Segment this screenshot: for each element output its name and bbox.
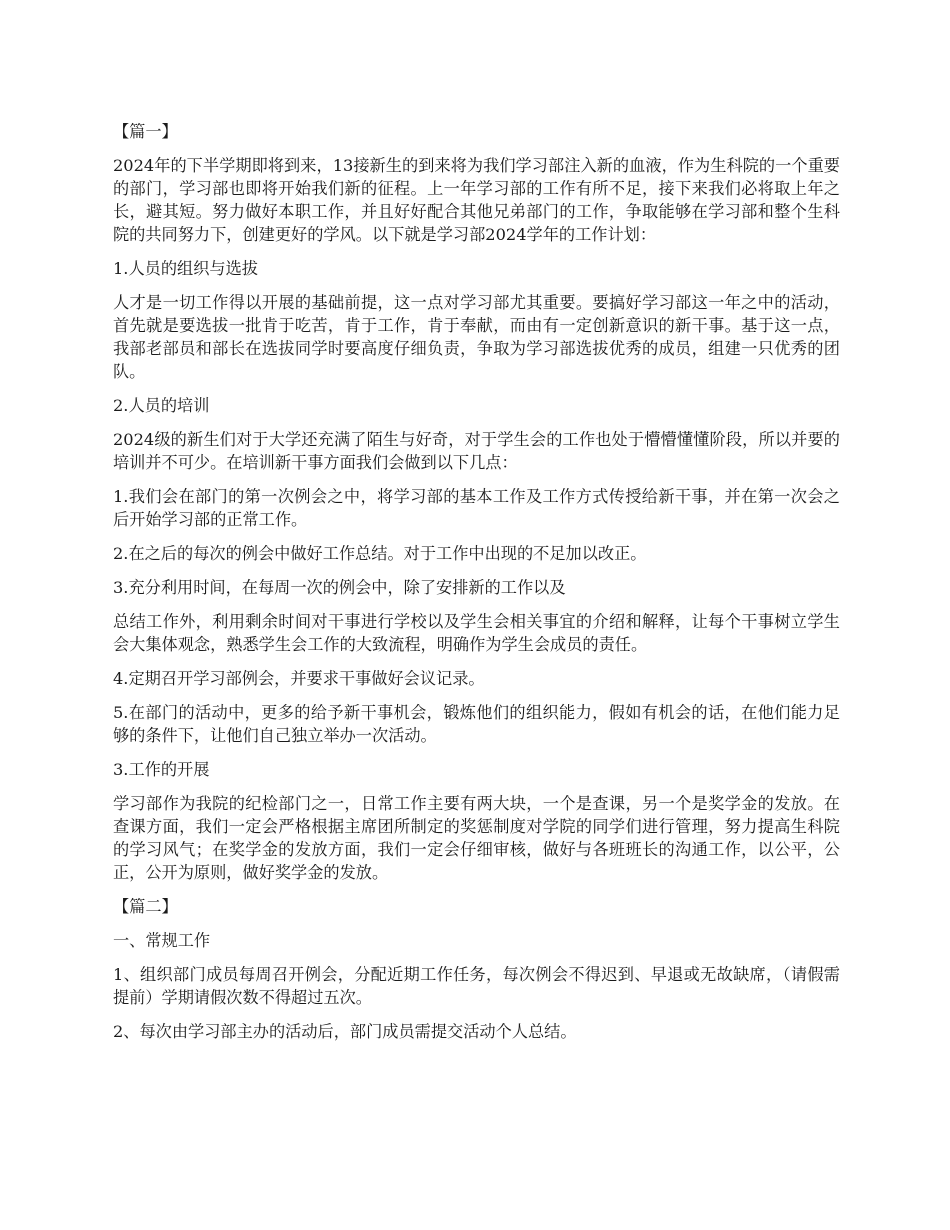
- training-item-4: 4.定期召开学习部例会，并要求干事做好会议记录。: [113, 669, 485, 688]
- subheading-staff-selection: 1.人员的组织与选拔: [113, 259, 258, 278]
- section-heading-1: 【篇一】: [113, 122, 178, 141]
- routine-item-1: 1、组织部门成员每周召开例会，分配近期工作任务，每次例会不得迟到、早退或无故缺席，（请假需提前）学期请假次数不得超过五次。: [113, 965, 840, 1007]
- subheading-staff-training: 2.人员的培训: [113, 396, 210, 415]
- training-item-5: 5.在部门的活动中，更多的给予新干事机会，锻炼他们的组织能力，假如有机会的话，在他们能力足够的条件下，让他们自己独立举办一次活动。: [113, 703, 840, 745]
- paragraph-work-development: 学习部作为我院的纪检部门之一，日常工作主要有两大块，一个是查课，另一个是奖学金的发放。在查课方面，我们一定会严格根据主席团所制定的奖惩制度对学院的同学们进行管理，努力提高生科院的学习风气；在奖学金的发放方面，我们一定会仔细审核，做好与各班班长的沟通工作，以公平，公正，公开为原则，做好奖学金的发放。: [113, 794, 840, 882]
- document-page: [113, 120, 840, 1054]
- routine-item-2: 2、每次由学习部主办的活动后，部门成员需提交活动个人总结。: [113, 1022, 577, 1041]
- training-item-1: 1.我们会在部门的第一次例会之中，将学习部的基本工作及工作方式传授给新干事，并在第一次会之后开始学习部的正常工作。: [113, 487, 840, 529]
- section-heading-2: 【篇二】: [113, 897, 178, 916]
- paragraph-staff-selection: 人才是一切工作得以开展的基础前提，这一点对学习部尤其重要。要搞好学习部这一年之中的活动，首先就是要选拔一批肯于吃苦，肯于工作，肯于奉献，而由有一定创新意识的新干事。基于这一点，我部老部员和部长在选拔同学时要高度仔细负责，争取为学习部选拔优秀的成员，组建一只优秀的团队。: [113, 293, 840, 381]
- subheading-routine-work: 一、常规工作: [113, 931, 211, 950]
- subheading-work-development: 3.工作的开展: [113, 760, 210, 779]
- training-item-3: 3.充分利用时间，在每周一次的例会中，除了安排新的工作以及: [113, 578, 566, 597]
- training-item-3-continued: 总结工作外，利用剩余时间对干事进行学校以及学生会相关事宜的介绍和解释，让每个干事树立学生会大集体观念，熟悉学生会工作的大致流程，明确作为学生会成员的责任。: [113, 612, 840, 654]
- training-item-2: 2.在之后的每次的例会中做好工作总结。对于工作中出现的不足加以改正。: [113, 544, 647, 563]
- intro-paragraph: 2024年的下半学期即将到来，13接新生的到来将为我们学习部注入新的血液，作为生科院的一个重要的部门，学习部也即将开始我们新的征程。上一年学习部的工作有所不足，接下来我们必将取上年之长，避其短。努力做好本职工作，并且好好配合其他兄弟部门的工作，争取能够在学习部和整个生科院的共同努力下，创建更好的学风。以下就是学习部2024学年的工作计划：: [113, 156, 840, 244]
- paragraph-training-intro: 2024级的新生们对于大学还充满了陌生与好奇，对于学生会的工作也处于懵懵懂懂阶段，所以并要的培训并不可少。在培训新干事方面我们会做到以下几点：: [113, 430, 840, 472]
